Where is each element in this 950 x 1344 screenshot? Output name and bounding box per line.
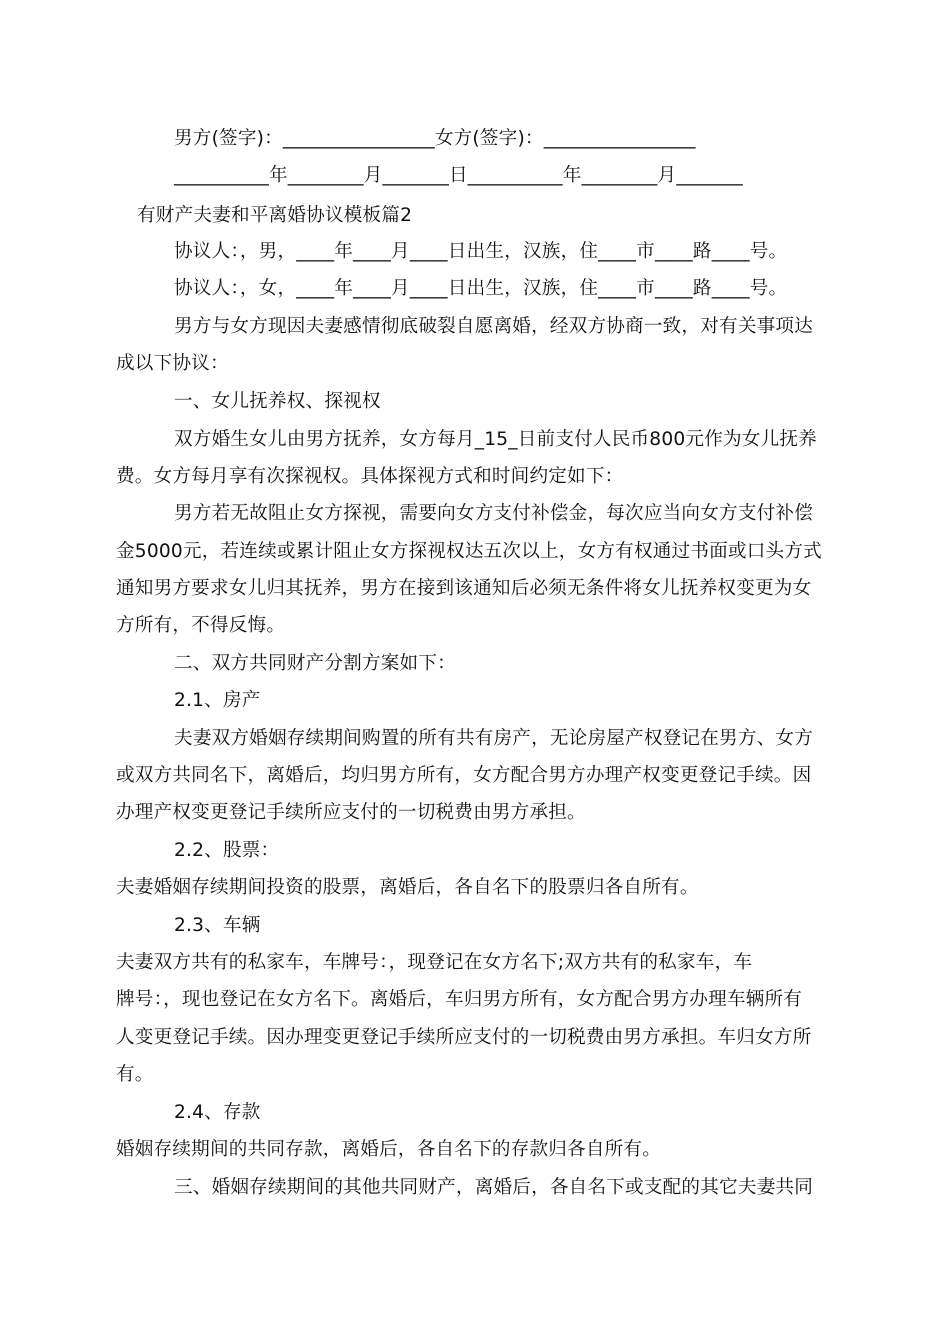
para-1-line-2: 费。女方每月享有次探视权。具体探视方式和时间约定如下： xyxy=(116,466,624,487)
intro-line-1: 男方与女方现因夫妻感情彻底破裂自愿离婚，经双方协商一致，对有关事项达 xyxy=(174,316,813,337)
para-5-line-4: 有。 xyxy=(116,1064,154,1085)
party-2-line: 协议人：，女，____年____月____日出生，汉族，住____市____路____号。 xyxy=(174,278,788,299)
para-5-line-1: 夫妻双方共有的私家车，车牌号：，现登记在女方名下;双方共有的私家车，车 xyxy=(116,952,753,973)
signature-line: 男方(签字)：________________女方(签字)：________________ xyxy=(174,128,696,149)
date-line: __________年________月_______日__________年________月_______ xyxy=(174,165,743,186)
para-3-line-2: 或双方共同名下，离婚后，均归男方所有，女方配合男方办理产权变更登记手续。因 xyxy=(116,765,812,786)
heading-2-1: 2.1、房产 xyxy=(174,690,261,711)
heading-1: 一、女儿抚养权、探视权 xyxy=(174,391,381,412)
heading-2-4: 2.4、存款 xyxy=(174,1102,261,1123)
party-1-line: 协议人：，男，____年____月____日出生，汉族，住____市____路____号。 xyxy=(174,241,788,262)
para-3-line-3: 办理产权变更登记手续所应支付的一切税费由男方承担。 xyxy=(116,802,586,823)
heading-3-line-1: 三、婚姻存续期间的其他共同财产，离婚后，各自名下或支配的其它夫妻共同 xyxy=(174,1177,813,1198)
para-2-line-4: 方所有，不得反悔。 xyxy=(116,615,286,636)
para-3-line-1: 夫妻双方婚姻存续期间购置的所有共有房产，无论房屋产权登记在男方、女方 xyxy=(174,728,813,749)
heading-2-3: 2.3、车辆 xyxy=(174,915,261,936)
heading-2-2: 2.2、股票： xyxy=(174,840,280,861)
para-1-line-1: 双方婚生女儿由男方抚养，女方每月_15_日前支付人民币800元作为女儿抚养 xyxy=(174,429,817,450)
intro-line-2: 成以下协议： xyxy=(116,353,229,374)
para-4-line-1: 夫妻婚姻存续期间投资的股票，离婚后，各自名下的股票归各自所有。 xyxy=(116,877,699,898)
section-title: 有财产夫妻和平离婚协议模板篇2 xyxy=(137,205,413,226)
heading-2: 二、双方共同财产分割方案如下： xyxy=(174,653,456,674)
para-5-line-2: 牌号：，现也登记在女方名下。离婚后，车归男方所有，女方配合男方办理车辆所有 xyxy=(116,989,803,1010)
para-2-line-3: 通知男方要求女儿归其抚养，男方在接到该通知后必须无条件将女儿抚养权变更为女 xyxy=(116,578,812,599)
para-5-line-3: 人变更登记手续。因办理变更登记手续所应支付的一切税费由男方承担。车归女方所 xyxy=(116,1027,812,1048)
para-6-line-1: 婚姻存续期间的共同存款，离婚后，各自名下的存款归各自所有。 xyxy=(116,1139,662,1160)
para-2-line-1: 男方若无故阻止女方探视，需要向女方支付补偿金，每次应当向女方支付补偿 xyxy=(174,503,813,524)
para-2-line-2: 金5000元，若连续或累计阻止女方探视权达五次以上，女方有权通过书面或口头方式 xyxy=(116,541,822,562)
